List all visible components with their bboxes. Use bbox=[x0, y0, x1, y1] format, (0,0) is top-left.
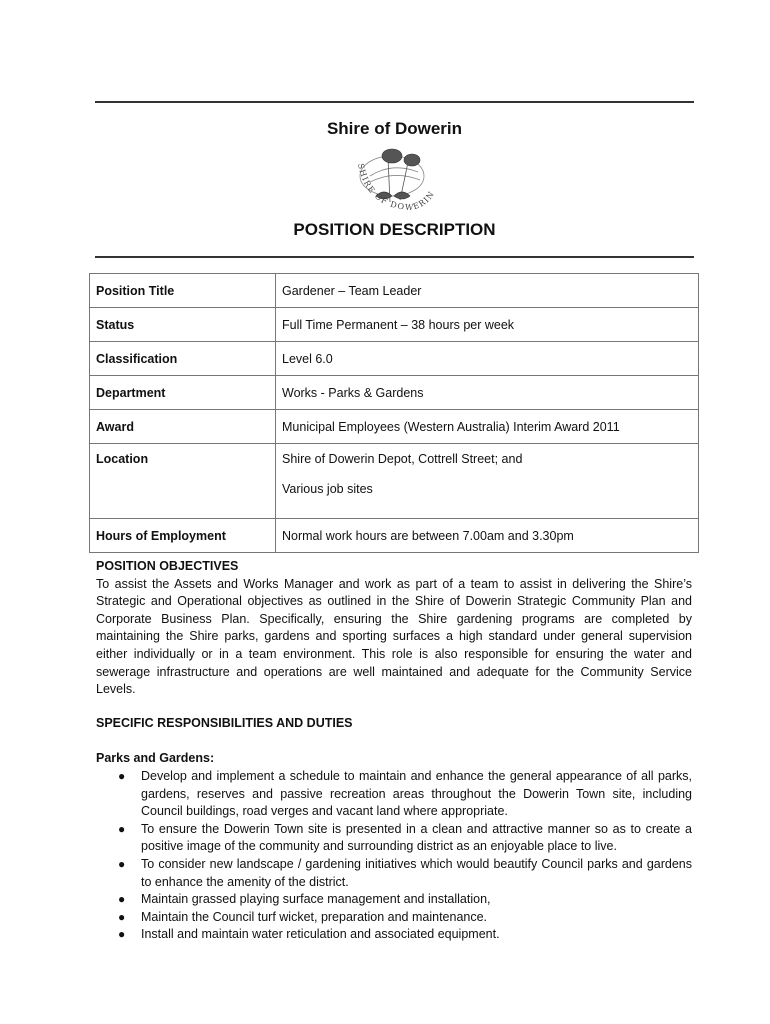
classification-value: Level 6.0 bbox=[276, 342, 699, 376]
list-item-text: To ensure the Dowerin Town site is presented in a clean and attractive manner so as to create a positive image of the community and surrounding district as an enjoyable place to live. bbox=[141, 821, 692, 854]
list-item bbox=[96, 821, 692, 856]
bullet-icon: ● bbox=[118, 909, 126, 924]
location-line-2: Various job sites bbox=[282, 482, 373, 496]
table-row bbox=[90, 519, 699, 553]
bullet-icon: ● bbox=[118, 769, 126, 783]
bullet-icon: ● bbox=[118, 927, 126, 942]
department-label: Department bbox=[90, 376, 276, 410]
location-line-1: Shire of Dowerin Depot, Cottrell Street; and bbox=[282, 452, 523, 466]
list-item bbox=[96, 891, 692, 909]
classification-label: Classification bbox=[90, 342, 276, 376]
document-title: POSITION DESCRIPTION bbox=[293, 220, 496, 239]
list-item bbox=[96, 909, 692, 927]
duties-list bbox=[96, 768, 692, 944]
list-item-text: Develop and implement a schedule to maintain and enhance the general appearance of all parks, gardens, reserves and passive recreation areas throughout the Dowerin Town site, including Council buildings, road verges and vacant land where appropriate. bbox=[141, 769, 692, 819]
list-item-text: Maintain the Council turf wicket, preparation and maintenance. bbox=[141, 909, 488, 924]
table-row bbox=[90, 342, 699, 376]
list-item bbox=[96, 768, 692, 821]
top-rule bbox=[95, 101, 694, 103]
logo-text: SHIRE OF DOWERIN bbox=[356, 162, 437, 213]
duties-heading: SPECIFIC RESPONSIBILITIES AND DUTIES bbox=[96, 716, 353, 730]
list-item-text: Maintain grassed playing surface management and installation, bbox=[141, 892, 491, 907]
header-rule bbox=[95, 256, 694, 258]
org-name: Shire of Dowerin bbox=[326, 119, 463, 138]
shire-logo bbox=[348, 142, 438, 220]
objectives-text: To assist the Assets and Works Manager and work as part of a team to assist in delivering the Shire’s Strategic and Operational objectives as outlined in the Shire of Dowerin Strategic Community Plan and Corporate Business Plan. Specifically, ensuring the Shire gardening programs are completed by maintaining the Shire parks, gardens and sporting surfaces a high standard under general supervision either individually or in a team environment. This role is also responsible for ensuring the water and sewerage infrastructure and operations are well maintained and adequate for the Community Service Levels. bbox=[96, 576, 692, 697]
award-value: Municipal Employees (Western Australia) Interim Award 2011 bbox=[276, 410, 699, 444]
hours-label: Hours of Employment bbox=[90, 519, 276, 553]
table-row bbox=[90, 274, 699, 308]
table-row bbox=[90, 444, 699, 519]
position-title-label: Position Title bbox=[90, 274, 276, 308]
table-row bbox=[90, 308, 699, 342]
award-label: Award bbox=[90, 410, 276, 444]
list-item bbox=[96, 856, 692, 891]
table-row bbox=[90, 376, 699, 410]
list-item bbox=[96, 926, 692, 944]
location-value bbox=[276, 444, 699, 519]
svg-text:SHIRE OF DOWERIN bbox=[356, 163, 436, 213]
position-info-table bbox=[89, 273, 699, 553]
table-row bbox=[90, 410, 699, 444]
list-item-text: To consider new landscape / gardening initiatives which would beautify Council parks and gardens to enhance the amenity of the district. bbox=[141, 856, 692, 889]
status-value: Full Time Permanent – 38 hours per week bbox=[276, 308, 699, 342]
status-label: Status bbox=[90, 308, 276, 342]
position-objectives bbox=[96, 558, 692, 699]
bullet-icon: ● bbox=[118, 892, 126, 907]
hours-value: Normal work hours are between 7.00am and 3.30pm bbox=[276, 519, 699, 553]
bullet-icon: ● bbox=[118, 821, 126, 836]
department-value: Works - Parks & Gardens bbox=[276, 376, 699, 410]
list-item-text: Install and maintain water reticulation and associated equipment. bbox=[141, 927, 500, 942]
location-label: Location bbox=[90, 444, 276, 519]
position-title-value: Gardener – Team Leader bbox=[276, 274, 699, 308]
parks-gardens-heading: Parks and Gardens: bbox=[96, 751, 215, 765]
objectives-heading: POSITION OBJECTIVES bbox=[96, 559, 239, 573]
bullet-icon: ● bbox=[118, 856, 126, 871]
